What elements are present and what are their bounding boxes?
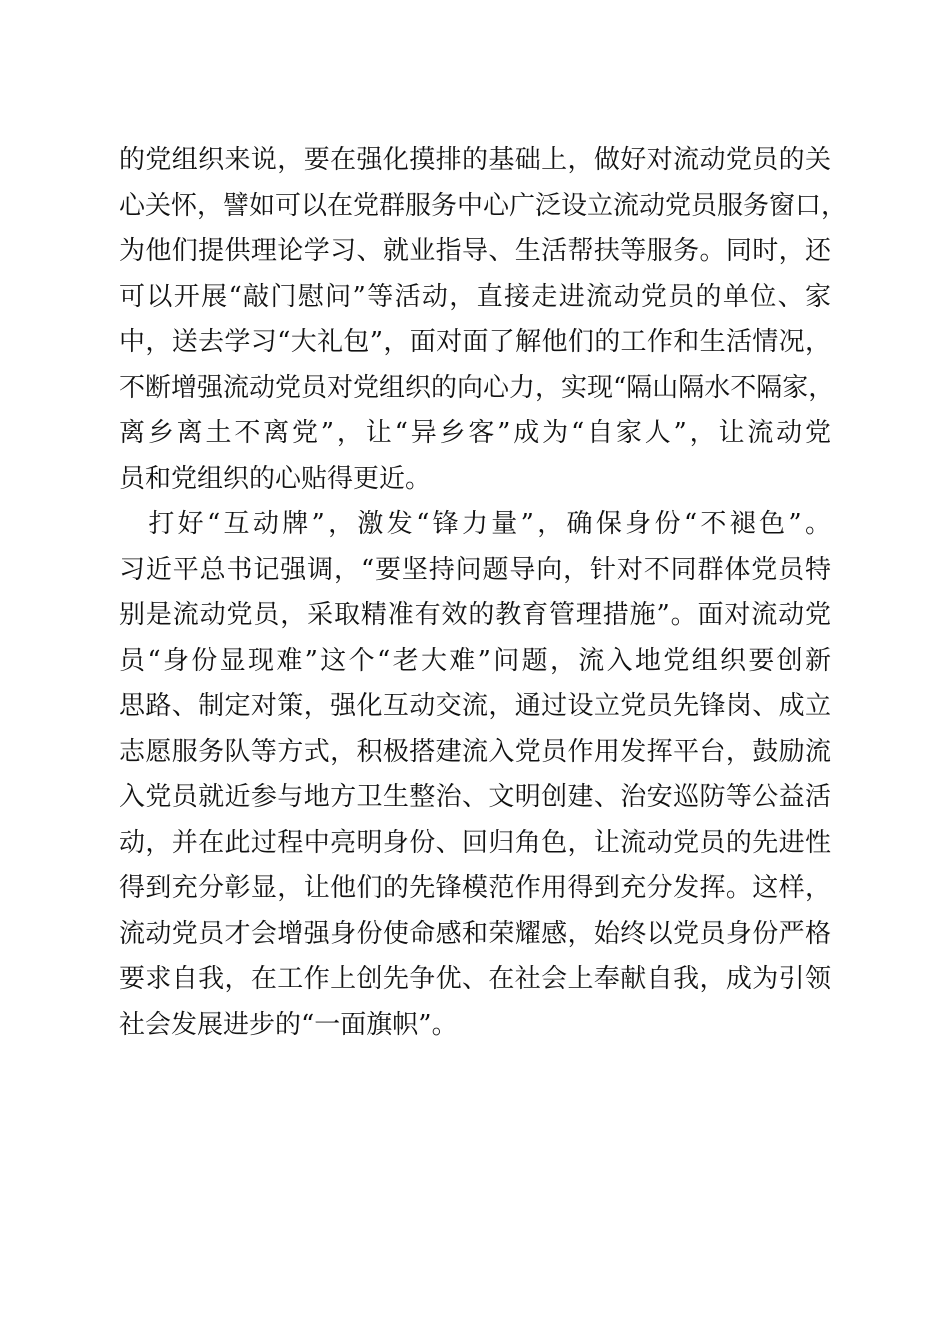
text-line: 离乡离土不离党”，让“异乡客”成为“自家人”，让流动党 [119,418,831,448]
body-text [119,138,848,1048]
text-line: 不断增强流动党员对党组织的向心力，实现“隔山隔水不隔家， [119,372,835,403]
text-line: 中，送去学习“大礼包”，面对面了解他们的工作和生活情况， [119,327,831,357]
text-line: 员和党组织的心贴得更近。 [119,463,432,494]
text-line: 习近平总书记强调，“要坚持问题导向，针对不同群体党员特 [119,554,831,585]
text-line: 社会发展进步的“一面旗帜”。 [119,1009,458,1040]
text-line: 员“身份显现难”这个“老大难”问题，流入地党组织要创新 [119,645,831,676]
text-line: 入党员就近参与地方卫生整治、文明创建、治安巡防等公益活 [119,782,831,812]
text-line: 可以开展“敲门慰问”等活动，直接走进流动党员的单位、家 [119,281,831,312]
text-line: 心关怀，譬如可以在党群服务中心广泛设立流动党员服务窗口， [119,190,848,221]
text-line: 要求自我，在工作上创先争优、在社会上奉献自我，成为引领 [119,964,831,994]
text-line: 流动党员才会增强身份使命感和荣耀感，始终以党员身份严格 [119,918,831,949]
text-line: 志愿服务队等方式，积极搭建流入党员作用发挥平台，鼓励流 [119,736,831,767]
text-line: 动，并在此过程中亮明身份、回归角色，让流动党员的先进性 [119,827,831,858]
text-line: 的党组织来说，要在强化摸排的基础上，做好对流动党员的关 [119,145,831,175]
text-line: 思路、制定对策，强化互动交流，通过设立党员先锋岗、成立 [119,691,831,721]
text-line: 打好“互动牌”，激发“锋力量”，确保身份“不褪色”。 [119,509,831,539]
paragraph-2 [119,502,831,1048]
text-line: 为他们提供理论学习、就业指导、生活帮扶等服务。同时，还 [119,236,831,266]
text-line: 得到充分彰显，让他们的先锋模范作用得到充分发挥。这样， [119,873,831,903]
paragraph-1 [119,138,848,502]
text-line: 别是流动党员，采取精准有效的教育管理措施”。面对流动党 [119,600,831,630]
